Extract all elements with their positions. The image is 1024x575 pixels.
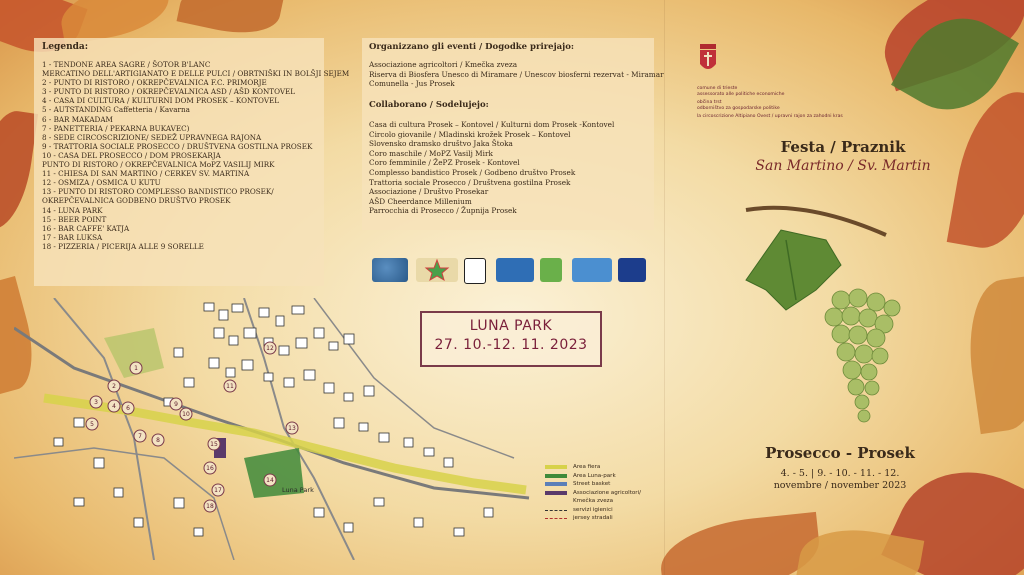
map-marker-label: 16 xyxy=(206,465,214,472)
map-marker-label: 10 xyxy=(182,411,190,418)
legend-item: 7 - PANETTERIA / PEKARNA BUKAVEC) xyxy=(42,123,190,133)
luna-park-title: LUNA PARK xyxy=(469,318,553,334)
map-marker-label: 6 xyxy=(126,405,130,412)
autumn-leaf-decoration xyxy=(960,276,1024,434)
legend-item: MERCATINO DELL'ARTIGIANATO E DELLE PULCI / OBRTNIŠKI IN BOLŠJI SEJEM xyxy=(42,69,350,79)
map-marker-label: 11 xyxy=(226,383,234,390)
map-legend-item: Kmečka zveza xyxy=(573,498,614,504)
legend-item: 2 - PUNTO DI RISTORO / OKREPČEVALNICA F.C. PRIMORJE xyxy=(42,78,267,88)
legend-item: 8 - SEDE CIRCOSCRIZIONE/ SEDEŽ UPRAVNEGA RAJONA xyxy=(42,132,262,142)
map-marker-label: 1 xyxy=(134,365,138,372)
miramare-logo-icon xyxy=(372,258,408,282)
autumn-leaf-decoration xyxy=(177,0,284,42)
event-dates-month: novembre / november 2023 xyxy=(773,480,907,491)
organizer-item: Associazione agricoltori / Kmečka zveza xyxy=(369,60,518,69)
map-legend-item: Street basket xyxy=(545,480,641,489)
map-marker[interactable] xyxy=(208,438,220,450)
map-legend xyxy=(545,463,641,523)
organizers-list xyxy=(369,60,664,89)
collaborator-item: AŠD Cheerdance Millenium xyxy=(369,196,472,206)
swatch-associazione xyxy=(545,491,567,495)
collaborator-item: Circolo giovanile / Mladinski krožek Prosek – Kontovel xyxy=(369,129,571,139)
map-marker[interactable] xyxy=(204,462,216,474)
legend-item: 15 - BEER POINT xyxy=(42,214,107,224)
legend-item: 3 - PUNTO DI RISTORO / OKREPČEVALNICA ASD / AŠD KONTOVEL xyxy=(42,87,296,97)
map-marker-label: 9 xyxy=(174,401,178,408)
legend-item: 10 - CASA DEL PROSECCO / DOM PROSEKARJA xyxy=(42,150,221,160)
legend-item: 12 - OSMIZA / OSMICA U KUTU xyxy=(42,178,161,188)
collaborators-title: Collaborano / Sodelujejo: xyxy=(369,100,489,110)
legend-item: 14 - LUNA PARK xyxy=(42,205,103,215)
collaborator-item: Parrocchia di Prosecco / Župnija Prosek xyxy=(369,206,517,216)
collaborator-item: Complesso bandistico Prosek / Godbeno društvo Prosek xyxy=(369,167,576,177)
legend-item: 11 - CHIESA DI SAN MARTINO / CERKEV SV. MARTINA xyxy=(42,169,250,179)
grape-illustration xyxy=(726,190,916,440)
event-dates xyxy=(745,468,935,492)
map-legend-item: Area fiera xyxy=(545,463,641,472)
collaborator-item: Slovensko dramsko društvo Jaka Štoka xyxy=(369,139,513,149)
autumn-leaf-decoration xyxy=(0,107,38,233)
collaborators-list xyxy=(369,120,614,216)
comune-line: odborništvo za gospodarske politike xyxy=(697,105,780,111)
legend-item: 1 - TENDONE AREA SAGRE / ŠOTOR B'LANC xyxy=(42,60,211,69)
swatch-area-luna-park xyxy=(545,474,567,478)
map-marker-label: 8 xyxy=(156,437,160,444)
map-legend-item: Associazione agricoltori/ xyxy=(545,489,641,498)
map-marker[interactable] xyxy=(108,400,120,412)
map-marker-label: 13 xyxy=(288,425,296,432)
map-legend-item: Area Luna-park xyxy=(545,472,641,481)
legend-list xyxy=(42,60,349,251)
star-logo-icon xyxy=(416,258,458,282)
map-marker[interactable] xyxy=(212,484,224,496)
map-marker[interactable] xyxy=(152,434,164,446)
map-marker-label: 14 xyxy=(266,477,274,484)
map-legend-item: jersey stradali xyxy=(545,514,641,523)
map-marker-label: 12 xyxy=(266,345,274,352)
organizer-item: Comunella - Jus Prosek xyxy=(369,79,455,89)
sponsor-logos xyxy=(372,258,652,284)
map-marker-label: 5 xyxy=(90,421,94,428)
collaborator-item: Associazione / Društvo Prosekar xyxy=(369,187,489,197)
map-marker[interactable] xyxy=(180,408,192,420)
luna-park-dates: 27. 10.-12. 11. 2023 xyxy=(434,337,588,353)
comune-line: assessorato alle politiche economiche xyxy=(697,91,785,97)
collaborator-item: Casa di cultura Prosek – Kontovel / Kulturni dom Prosek -Kontovel xyxy=(369,120,615,129)
legend-item: 9 - TRATTORIA SOCIALE PROSECCO / DRUŠTVENA GOSTILNA PROSEK xyxy=(42,141,313,151)
map-marker[interactable] xyxy=(122,402,134,414)
legend-item: PUNTO DI RISTORO / OKREPČEVALNICA MoPZ VASILIJ MIRK xyxy=(42,160,275,170)
swatch-area-fiera xyxy=(545,465,567,469)
autumn-leaf-decoration xyxy=(947,84,1024,255)
map-marker[interactable] xyxy=(90,396,102,408)
event-dates-days: 4. - 5. | 9. - 10. - 11. - 12. xyxy=(780,468,900,479)
map-marker[interactable] xyxy=(286,422,298,434)
place-title: Prosecco - Prosek xyxy=(765,444,915,462)
eu-flag-icon xyxy=(618,258,646,282)
comune-line: občina trst xyxy=(697,100,722,106)
fold-line xyxy=(664,0,665,575)
collaborator-item: Trattoria sociale Prosecco / Društvena gostilna Prosek xyxy=(369,177,571,187)
luna-park-map-label: Luna Park xyxy=(282,486,314,494)
organizers-panel xyxy=(362,38,664,230)
swatch-street-basket xyxy=(545,482,567,486)
legend-item: 13 - PUNTO DI RISTORO COMPLESSO BANDISTICO PROSEK/ xyxy=(42,187,274,197)
map-marker[interactable] xyxy=(86,418,98,430)
map-marker[interactable] xyxy=(108,380,120,392)
legend-item: OKREPČEVALNICA GODBENO DRUŠTVO PROSEK xyxy=(42,196,231,206)
legend-panel xyxy=(34,38,350,286)
unesco-logo-icon xyxy=(496,258,534,282)
legend-title: Legenda: xyxy=(42,42,89,52)
map-marker[interactable] xyxy=(130,362,142,374)
legend-item: 4 - CASA DI CULTURA / KULTURNI DOM PROSEK – KONTOVEL xyxy=(42,96,280,106)
map-marker-label: 17 xyxy=(214,487,222,494)
legend-item: 17 - BAR LUKSA xyxy=(42,232,103,242)
legend-item: 6 - BAR MAKADAM xyxy=(42,114,113,124)
map-marker-label: 7 xyxy=(138,433,142,440)
legend-item: 18 - PIZZERIA / PICERIJA ALLE 9 SORELLE xyxy=(42,241,204,251)
comune-line: comune di trieste xyxy=(697,86,738,91)
wwf-panda-icon xyxy=(464,258,486,284)
trieste-crest-icon xyxy=(698,44,718,74)
organizers-title: Organizzano gli eventi / Dogodke prirejajo: xyxy=(369,42,575,52)
legend-item: 16 - BAR CAFFE' KATJA xyxy=(42,223,130,233)
map-legend-item: servizi igienici xyxy=(545,506,641,515)
map-marker[interactable] xyxy=(170,398,182,410)
map-marker-label: 2 xyxy=(112,383,116,390)
map-marker[interactable] xyxy=(264,474,276,486)
collaborator-item: Coro femminile / ŽePZ Prosek - Kontovel xyxy=(369,158,520,168)
map-marker[interactable] xyxy=(224,380,236,392)
saint-title: San Martino / Sv. Martin xyxy=(755,158,931,174)
swatch-jersey xyxy=(545,518,567,519)
map-marker[interactable] xyxy=(134,430,146,442)
event-title-block xyxy=(738,138,948,174)
organizer-item: Riserva di Biosfera Unesco di Miramare / Unescov biosferni rezervat - Miramar xyxy=(369,69,664,79)
legend-item: 5 - AUTSTANDING Caffetteria / Kavarna xyxy=(42,105,190,115)
interreg-logo-icon xyxy=(572,258,612,282)
comune-line: la circoscrizione Altipiano Ovest / upravni rajon za zahodni kras xyxy=(697,114,843,120)
luna-park-box xyxy=(420,311,602,367)
map-marker-label: 15 xyxy=(210,441,218,448)
map-marker[interactable] xyxy=(204,500,216,512)
bio-logo-icon xyxy=(540,258,562,282)
swatch-servizi xyxy=(545,510,567,511)
festa-title: Festa / Praznik xyxy=(780,138,906,156)
map-marker-label: 4 xyxy=(112,403,116,410)
map-marker[interactable] xyxy=(264,342,276,354)
map-marker-label: 3 xyxy=(94,399,98,406)
collaborator-item: Coro maschile / MoPZ Vasilj Mirk xyxy=(369,148,493,158)
map-marker-label: 18 xyxy=(206,503,214,510)
